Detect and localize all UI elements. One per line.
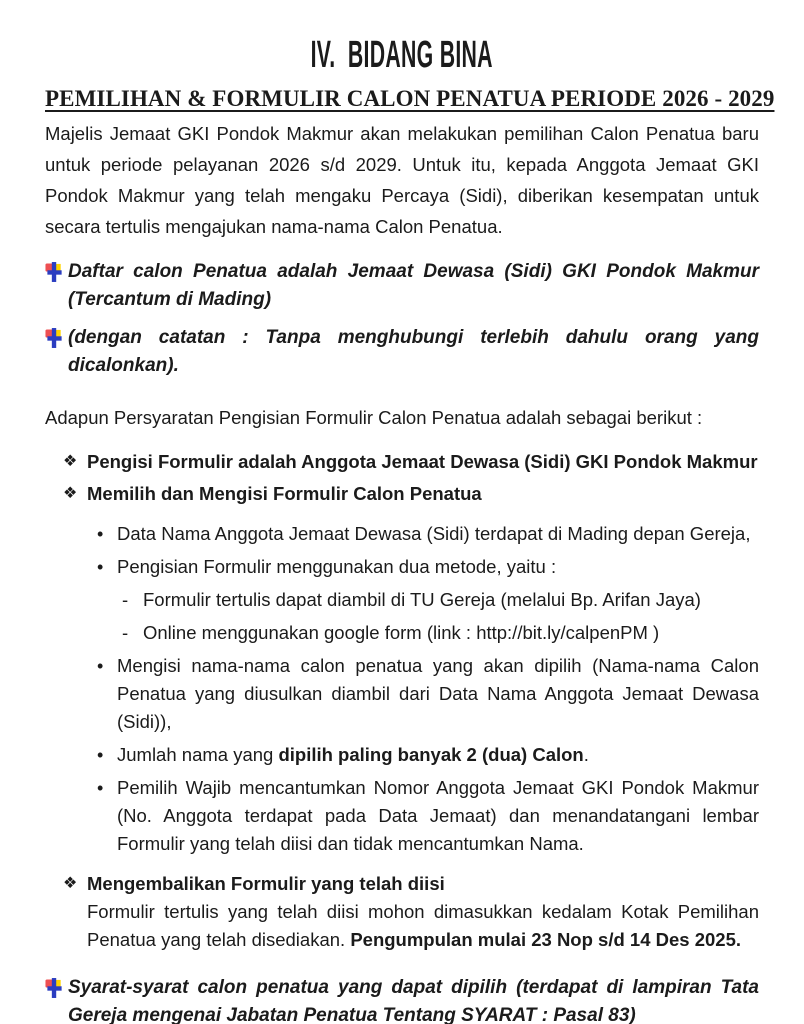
text-run: Formulir tertulis yang telah diisi mohon dimasukkan kedalam Kotak Pemilihan Penatua yang telah disediakan. — [87, 901, 759, 950]
list-item-text: Memilih dan Mengisi Formulir Calon Penatua — [87, 483, 482, 504]
dot-bullet-icon: • — [97, 524, 104, 544]
requirements-intro: Adapun Persyaratan Pengisian Formulir Calon Penatua adalah sebagai berikut : — [45, 407, 703, 428]
dot-bullet-icon: • — [97, 745, 104, 765]
dash-bullet-icon: - — [122, 622, 129, 643]
list-item — [97, 774, 759, 858]
list-item — [97, 652, 759, 736]
list-item-text: Daftar calon Penatua adalah Jemaat Dewasa (Sidi) GKI Pondok Makmur (Tercantum di Mading) — [68, 261, 759, 310]
text-run: Jumlah nama yang — [117, 744, 279, 765]
diamond-bullet-icon: ❖ — [63, 875, 78, 892]
text-run-bold: Pengumpulan mulai 23 Nop s/d 14 Des 2025. — [350, 929, 741, 950]
list-item — [97, 553, 759, 581]
list-item — [122, 619, 759, 647]
list-item-text: Syarat-syarat calon penatua yang dapat dipilih (terdapat di lampiran Tata Gereja mengenai Jabatan Penatua Tentang SYARAT : Pasal 83) — [68, 977, 759, 1024]
arrow-bullet-list — [45, 258, 759, 380]
diamond-bullet-icon: ❖ — [63, 485, 78, 502]
list-item — [97, 520, 759, 548]
requirements-list — [45, 448, 759, 954]
section-title — [45, 34, 759, 76]
list-item-text: Pemilih Wajib mencantumkan Nomor Anggota Jemaat GKI Pondok Makmur (No. Anggota terdapat pada Data Jemaat) dan menandatangani lembar Formulir yang telah diisi dan tidak mencantumkan Nama. — [117, 777, 759, 854]
list-item — [63, 448, 759, 476]
list-item-text: Formulir tertulis dapat diambil di TU Gereja (melalui Bp. Arifan Jaya) — [143, 589, 701, 610]
list-item — [45, 974, 759, 1024]
text-run: . — [583, 744, 589, 765]
list-item — [63, 480, 759, 508]
text-run-bold: dipilih paling banyak 2 (dua) Calon — [278, 744, 584, 765]
list-item-title: Mengembalikan Formulir yang telah diisi — [87, 873, 445, 894]
colored-cross-bullet-icon — [45, 324, 68, 380]
intro-paragraph: Majelis Jemaat GKI Pondok Makmur akan melakukan pemilihan Calon Penatua baru untuk periode pelayanan 2026 s/d 2029. Untuk itu, kepada Anggota Jemaat GKI Pondok Makmur yang telah mengaku Percaya (Sidi), diberikan kesempatan untuk secara tertulis mengajukan nama-nama Calon Penatua. — [45, 123, 759, 237]
diamond-bullet-icon: ❖ — [63, 453, 78, 470]
list-item-text: Online menggunakan google form (link : http://bit.ly/calpenPM ) — [143, 622, 660, 643]
dash-bullet-icon: - — [122, 589, 129, 610]
list-item — [45, 258, 759, 314]
list-item-text: (dengan catatan : Tanpa menghubungi terlebih dahulu orang yang dicalonkan). — [68, 327, 759, 376]
list-item-text — [117, 741, 759, 769]
list-item — [63, 870, 759, 954]
list-item-text: Data Nama Anggota Jemaat Dewasa (Sidi) terdapat di Mading depan Gereja, — [117, 523, 751, 544]
list-item-body — [87, 898, 759, 954]
list-item-text: Pengisi Formulir adalah Anggota Jemaat Dewasa (Sidi) GKI Pondok Makmur — [87, 451, 758, 472]
colored-cross-bullet-icon — [45, 258, 68, 314]
list-item — [45, 324, 759, 380]
list-item-text — [87, 870, 759, 954]
list-item — [122, 586, 759, 614]
dot-bullet-icon: • — [97, 656, 104, 676]
list-item-text: Mengisi nama-nama calon penatua yang akan dipilih (Nama-nama Calon Penatua yang diusulkan diambil dari Data Nama Anggota Jemaat Dewasa (Sidi)), — [117, 655, 759, 732]
section-title-text: IV. BIDANG BINA — [310, 34, 494, 76]
dot-bullet-icon: • — [97, 778, 104, 798]
page-title: PEMILIHAN & FORMULIR CALON PENATUA PERIODE 2026 - 2029 — [45, 86, 775, 111]
dot-bullet-icon: • — [97, 557, 104, 577]
list-item — [97, 741, 759, 769]
colored-cross-bullet-icon — [45, 974, 68, 1024]
list-item-text: Pengisian Formulir menggunakan dua metode, yaitu : — [117, 556, 557, 577]
